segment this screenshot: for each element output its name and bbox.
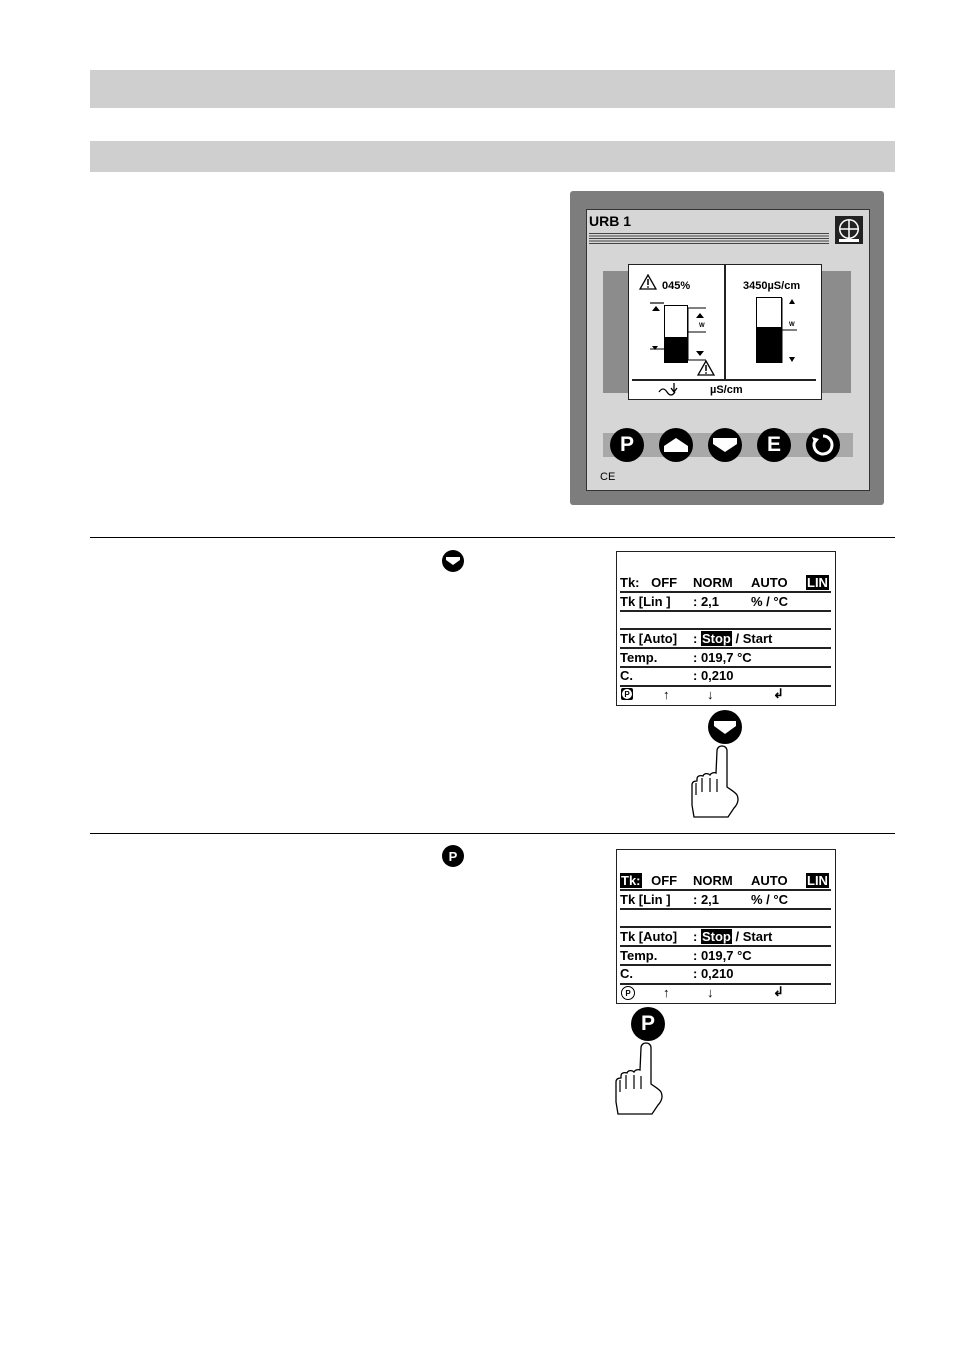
right-level-bar <box>756 297 782 363</box>
left-value: 045% <box>662 280 691 292</box>
manufacturer-logo-icon <box>835 216 863 244</box>
program-key-inline-icon: P <box>442 845 464 867</box>
temp-row <box>620 650 752 665</box>
display-baseline <box>632 379 816 381</box>
temp-value: : 019,7 °C <box>693 948 752 963</box>
program-key-illustration: P <box>631 1007 665 1041</box>
menu-screen-2 <box>616 849 836 1004</box>
menu-line <box>620 889 831 891</box>
pointing-hand-icon <box>612 1041 668 1117</box>
tk-option-norm[interactable]: NORM <box>693 575 733 590</box>
c-value: : 0,210 <box>693 966 734 981</box>
footer-enter-icon: ↲ <box>773 686 784 701</box>
c-label: C. <box>620 966 633 981</box>
right-level-fill <box>757 327 781 362</box>
footer-p-label: P <box>625 988 631 998</box>
header-band-section <box>90 141 895 172</box>
tk-mode-row <box>620 873 828 888</box>
footer-p-icon <box>621 986 635 1000</box>
ce-mark: CE <box>600 471 616 483</box>
tk-option-auto[interactable]: AUTO <box>751 873 788 888</box>
footer-p-icon <box>621 688 633 700</box>
tk-lin-unit: % / °C <box>751 892 788 907</box>
arrow-down-icon <box>713 720 737 735</box>
tk-auto-colon: : <box>693 631 698 646</box>
enter-key[interactable]: E <box>757 428 791 462</box>
left-setpoint-label: W <box>699 323 705 329</box>
tk-mode-row <box>620 575 828 590</box>
alarm-icon <box>697 360 715 376</box>
tk-option-lin[interactable]: LIN <box>807 873 828 888</box>
tk-option-norm[interactable]: NORM <box>693 873 733 888</box>
menu-line <box>620 591 831 593</box>
tk-lin-label: Tk [Lin ] <box>620 892 671 907</box>
arrow-down-icon <box>712 437 738 453</box>
temp-label: Temp. <box>620 650 658 665</box>
menu-line <box>620 685 831 687</box>
tk-lin-row <box>620 594 788 609</box>
c-label: C. <box>620 668 633 683</box>
device-title-stripes <box>589 233 829 245</box>
menu-line <box>620 647 831 649</box>
tk-option-auto[interactable]: AUTO <box>751 575 788 590</box>
tk-auto-row <box>620 631 773 646</box>
tk-lin-value[interactable]: : 2,1 <box>693 594 720 609</box>
up-key[interactable] <box>659 428 693 462</box>
footer-up-icon: ↑ <box>663 687 670 702</box>
menu-line <box>620 945 831 947</box>
footer-down-icon: ↓ <box>707 985 714 1000</box>
tk-auto-label: Tk [Auto] <box>620 631 678 646</box>
footer-enter-icon: ↲ <box>773 984 784 999</box>
c-value: : 0,210 <box>693 668 734 683</box>
tk-label: Tk: <box>620 575 640 590</box>
device-title: URB 1 <box>589 213 632 229</box>
temp-row <box>620 948 752 963</box>
menu-line <box>620 926 831 928</box>
right-bar-markers <box>781 296 801 366</box>
tk-lin-label: Tk [Lin ] <box>620 594 671 609</box>
tk-option-off[interactable]: OFF <box>651 575 678 590</box>
section-divider-1 <box>90 537 895 538</box>
c-row <box>620 966 734 981</box>
footer-up-icon: ↑ <box>663 985 670 1000</box>
header-band-top <box>90 70 895 108</box>
display-unit-label: µS/cm <box>710 384 743 396</box>
tk-auto-colon: : <box>693 929 698 944</box>
footer-p-label: P <box>622 689 632 699</box>
menu-line <box>620 983 831 985</box>
temp-value: : 019,7 °C <box>693 650 752 665</box>
tk-label[interactable]: Tk: <box>621 873 641 888</box>
menu-line <box>620 628 831 630</box>
tk-auto-label: Tk [Auto] <box>620 929 678 944</box>
temp-label: Temp. <box>620 948 658 963</box>
c-row <box>620 668 734 683</box>
display-bezel-right <box>821 271 851 393</box>
menu-line <box>620 908 831 910</box>
sensor-flow-icon <box>658 382 682 396</box>
tk-option-off[interactable]: OFF <box>651 873 678 888</box>
footer-down-icon: ↓ <box>707 687 714 702</box>
display-divider <box>724 265 726 380</box>
tk-auto-start[interactable]: / Start <box>735 631 773 646</box>
down-key-inline-icon <box>442 550 464 572</box>
warning-icon <box>639 274 657 290</box>
refresh-icon <box>811 433 835 457</box>
reset-key[interactable] <box>806 428 840 462</box>
right-value: 3450µS/cm <box>743 280 801 292</box>
tk-auto-stop[interactable]: Stop <box>701 929 731 944</box>
right-setpoint-label: W <box>789 322 795 328</box>
tk-lin-row <box>620 892 788 907</box>
down-key-illustration <box>708 710 742 744</box>
menu-screen-1 <box>616 551 836 706</box>
program-key[interactable]: P <box>610 428 644 462</box>
menu-line <box>620 610 831 612</box>
tk-auto-stop[interactable]: Stop <box>701 631 731 646</box>
tk-auto-start[interactable]: / Start <box>735 929 773 944</box>
tk-option-lin[interactable]: LIN <box>807 575 828 590</box>
pointing-hand-icon <box>688 744 744 820</box>
section-divider-2 <box>90 833 895 834</box>
tk-auto-row <box>620 929 773 944</box>
arrow-up-icon <box>663 437 689 453</box>
display-bezel-left <box>603 271 628 393</box>
down-key[interactable] <box>708 428 742 462</box>
tk-lin-unit: % / °C <box>751 594 788 609</box>
tk-lin-value[interactable]: : 2,1 <box>693 892 720 907</box>
